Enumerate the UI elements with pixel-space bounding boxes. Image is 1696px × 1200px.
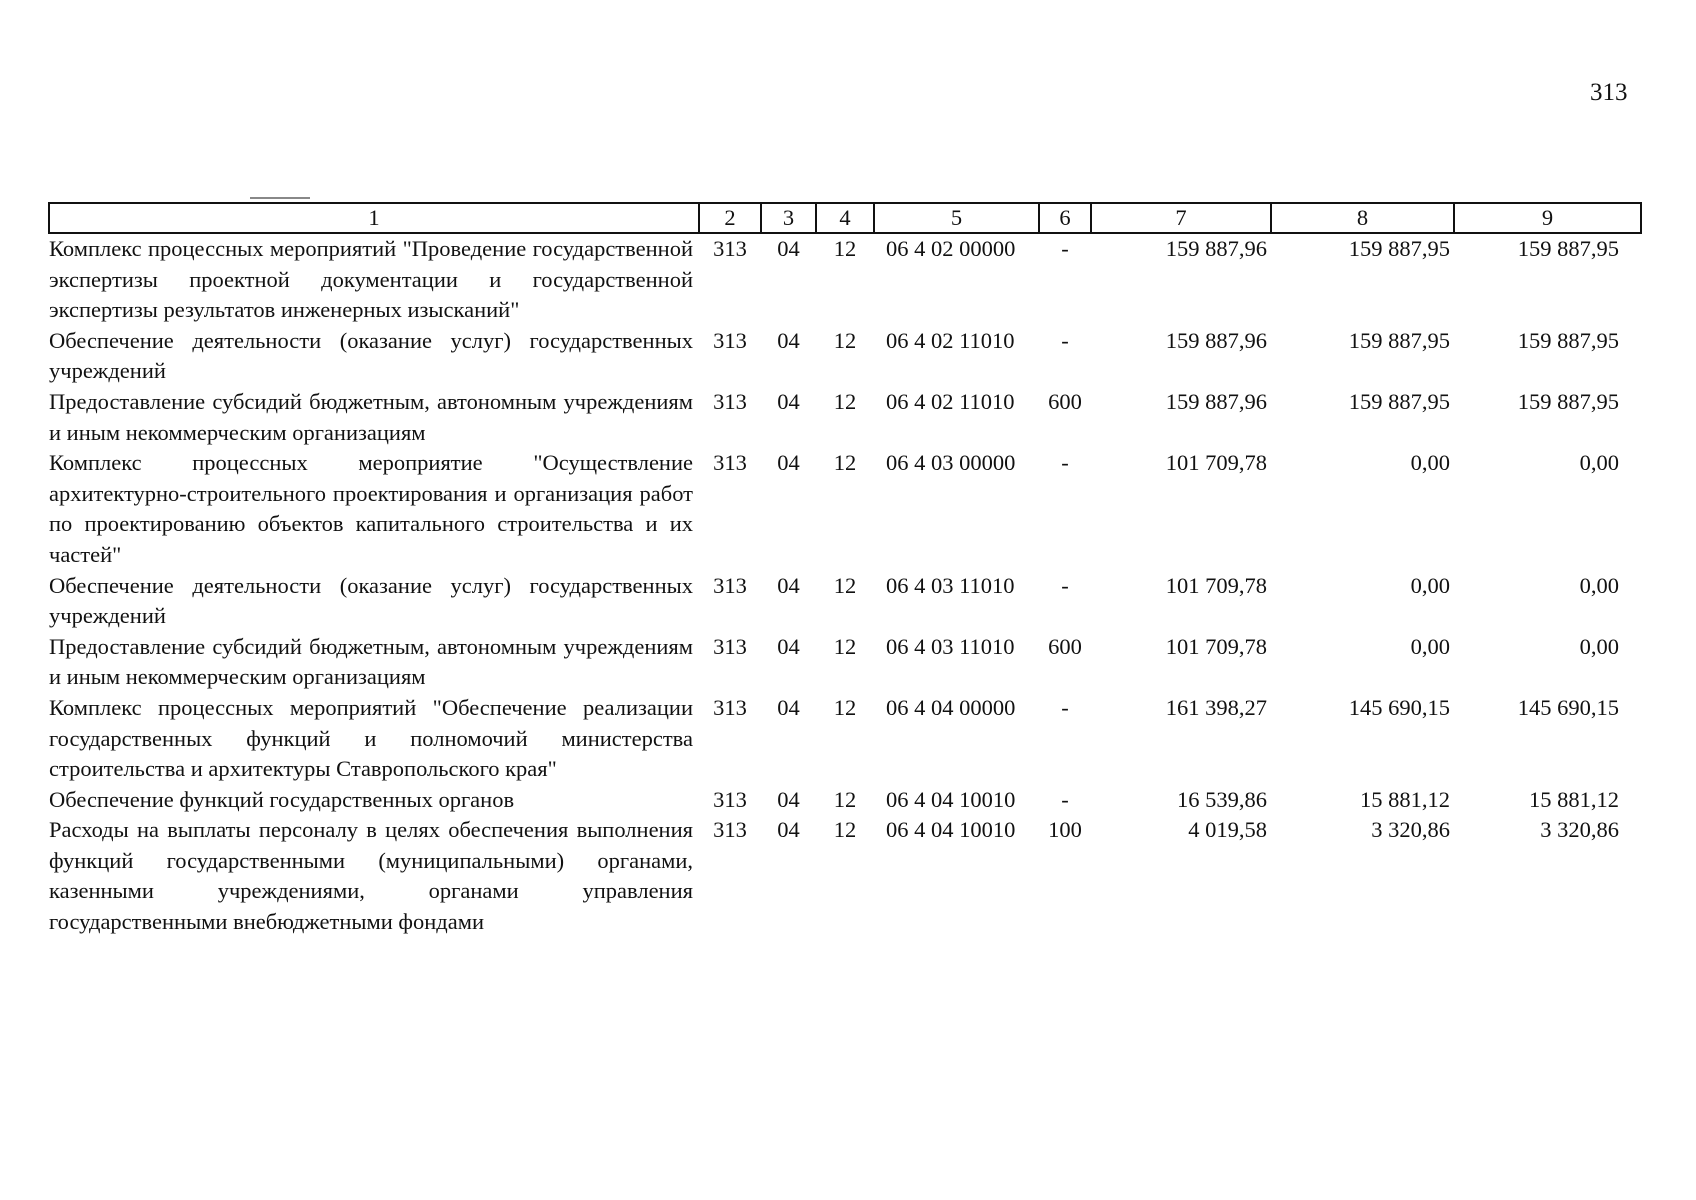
row-value-7: 159 887,96 [1165, 236, 1267, 261]
header-rule-mark [250, 197, 310, 199]
row-ved: 313 [713, 786, 747, 812]
table-row [49, 815, 1641, 937]
table-row [49, 785, 1641, 816]
row-name: Комплекс процессных мероприятий "Обеспечение реализации государственных функций и полномочий министерства строительства и архитектуры Ставропольского края" [49, 694, 693, 782]
row-value-8: 3 320,86 [1371, 817, 1450, 843]
row-ved: 313 [713, 450, 747, 476]
table-header-row [49, 203, 1641, 233]
row-csr: 06 4 02 11010 [886, 388, 1015, 414]
row-value-9: 159 887,95 [1517, 388, 1619, 414]
row-vr: - [1061, 694, 1069, 720]
row-vr: - [1061, 327, 1069, 353]
row-rz: 04 [777, 633, 800, 659]
row-ved: 313 [713, 694, 747, 720]
row-pr: 12 [833, 450, 857, 476]
row-name: Предоставление субсидий бюджетным, автономным учреждениям и иным некоммерческим организациям [49, 388, 693, 445]
row-csr: 06 4 03 11010 [886, 633, 1015, 659]
row-value-9: 15 881,12 [1529, 786, 1619, 812]
row-name: Обеспечение деятельности (оказание услуг) государственных учреждений [49, 327, 693, 384]
row-value-8: 15 881,12 [1360, 786, 1450, 812]
row-pr: 12 [833, 572, 857, 598]
row-name: Обеспечение функций государственных органов [49, 786, 515, 812]
row-value-9: 3 320,86 [1540, 817, 1619, 843]
row-value-8: 159 887,95 [1348, 388, 1450, 414]
row-value-9: 0,00 [1579, 450, 1619, 476]
row-ved: 313 [713, 388, 747, 414]
row-name: Комплекс процессных мероприятие "Осуществление архитектурно-строительного проектирования и организация работ по проектированию объектов капитального строительства и их частей" [49, 450, 693, 567]
row-rz: 04 [777, 236, 800, 261]
row-csr: 06 4 02 00000 [886, 236, 1016, 261]
row-value-7: 4 019,58 [1188, 817, 1267, 843]
row-pr: 12 [833, 786, 857, 812]
row-ved: 313 [713, 327, 747, 353]
column-header: 8 [1271, 203, 1454, 233]
page-number: 313 [1590, 79, 1628, 106]
column-header: 2 [699, 203, 761, 233]
row-csr: 06 4 03 11010 [886, 572, 1015, 598]
row-value-9: 145 690,15 [1517, 694, 1619, 720]
column-header: 3 [761, 203, 816, 233]
column-header: 7 [1091, 203, 1271, 233]
row-rz: 04 [777, 572, 800, 598]
row-csr: 06 4 02 11010 [886, 327, 1015, 353]
column-header: 1 [49, 203, 699, 233]
row-ved: 313 [713, 817, 747, 843]
row-vr: - [1061, 450, 1069, 476]
row-rz: 04 [777, 327, 800, 353]
row-pr: 12 [833, 817, 857, 843]
row-csr: 06 4 04 10010 [886, 786, 1016, 812]
table-row [49, 571, 1641, 632]
row-value-9: 159 887,95 [1517, 236, 1619, 261]
row-value-8: 159 887,95 [1348, 327, 1450, 353]
budget-table [48, 202, 1642, 938]
row-rz: 04 [777, 388, 800, 414]
row-value-7: 161 398,27 [1165, 694, 1267, 720]
row-pr: 12 [833, 633, 857, 659]
row-ved: 313 [713, 572, 747, 598]
row-value-7: 159 887,96 [1165, 327, 1267, 353]
row-vr: 600 [1048, 633, 1082, 659]
row-rz: 04 [777, 817, 800, 843]
table-row [49, 326, 1641, 387]
table-row [49, 233, 1641, 326]
column-header: 4 [816, 203, 874, 233]
row-name: Обеспечение деятельности (оказание услуг) государственных учреждений [49, 572, 693, 629]
row-rz: 04 [777, 694, 800, 720]
table-row [49, 448, 1641, 570]
row-value-8: 145 690,15 [1348, 694, 1450, 720]
row-value-7: 101 709,78 [1165, 633, 1267, 659]
column-header: 5 [874, 203, 1039, 233]
row-rz: 04 [777, 450, 800, 476]
row-name: Предоставление субсидий бюджетным, автономным учреждениям и иным некоммерческим организациям [49, 633, 693, 690]
table-row [49, 632, 1641, 693]
row-pr: 12 [833, 694, 857, 720]
row-name: Комплекс процессных мероприятий "Проведение государственной экспертизы проектной документации и государственной экспертизы результатов инженерных изысканий" [49, 236, 693, 323]
row-rz: 04 [777, 786, 800, 812]
row-csr: 06 4 03 00000 [886, 450, 1016, 476]
row-value-8: 0,00 [1410, 633, 1450, 659]
row-value-8: 0,00 [1410, 572, 1450, 598]
row-ved: 313 [713, 633, 747, 659]
row-value-9: 159 887,95 [1517, 327, 1619, 353]
row-vr: 600 [1048, 388, 1082, 414]
column-header: 9 [1454, 203, 1641, 233]
row-value-9: 0,00 [1579, 633, 1619, 659]
row-value-8: 159 887,95 [1348, 236, 1450, 261]
row-vr: - [1061, 786, 1069, 812]
row-value-7: 101 709,78 [1165, 572, 1267, 598]
row-pr: 12 [833, 236, 857, 261]
row-vr: - [1061, 572, 1069, 598]
row-name: Расходы на выплаты персоналу в целях обеспечения выполнения функций государственными (муниципальными) органами, казенными учреждениями, органами управления государственными внебюджетными фондами [49, 817, 693, 935]
row-value-7: 16 539,86 [1177, 786, 1267, 812]
row-vr: 100 [1048, 817, 1082, 843]
table-row [49, 693, 1641, 785]
row-vr: - [1061, 236, 1069, 261]
row-csr: 06 4 04 10010 [886, 817, 1016, 843]
table-row [49, 387, 1641, 448]
row-value-8: 0,00 [1410, 450, 1450, 476]
row-ved: 313 [713, 236, 747, 261]
column-header: 6 [1039, 203, 1091, 233]
row-pr: 12 [833, 388, 857, 414]
row-csr: 06 4 04 00000 [886, 694, 1016, 720]
row-value-7: 101 709,78 [1165, 450, 1267, 476]
row-value-7: 159 887,96 [1165, 388, 1267, 414]
row-pr: 12 [833, 327, 857, 353]
row-value-9: 0,00 [1579, 572, 1619, 598]
